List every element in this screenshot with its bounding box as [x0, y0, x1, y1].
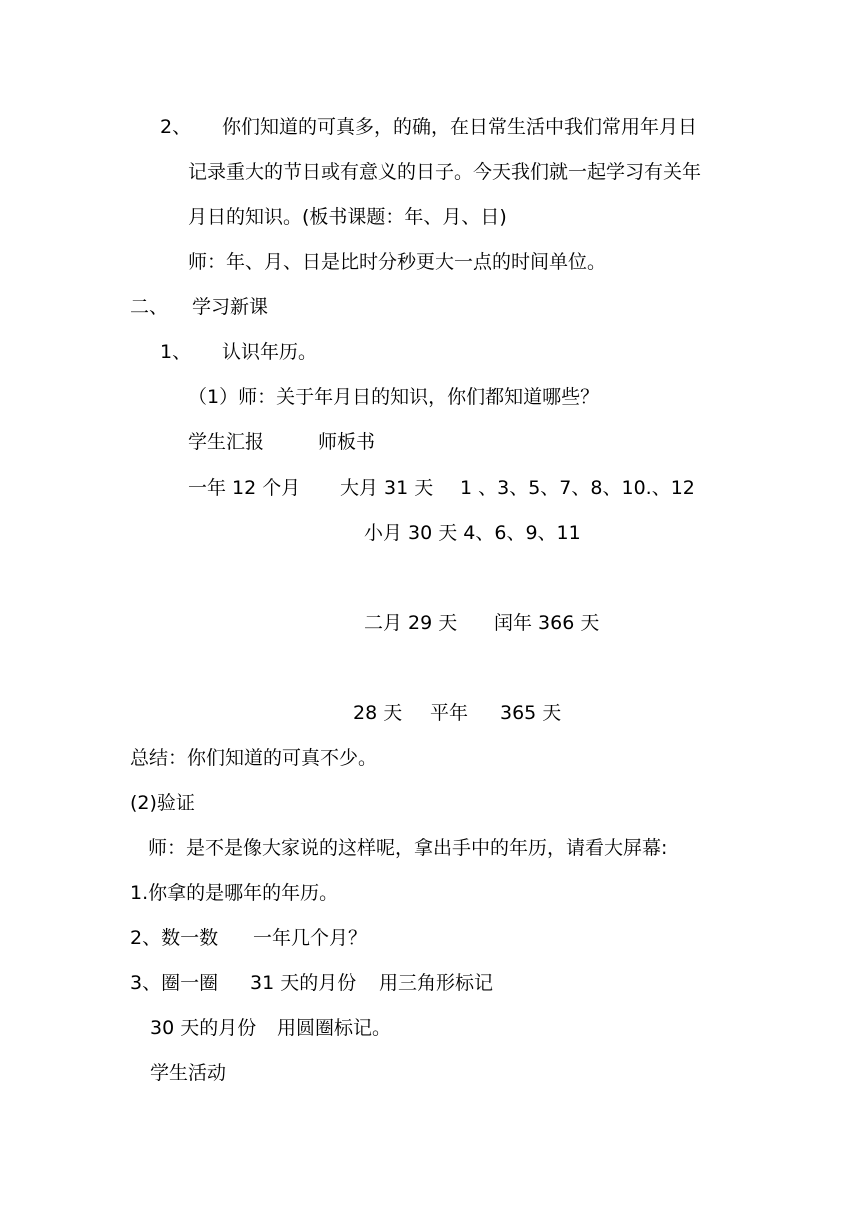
item-2-line-2: 记录重大的节日或有意义的日子。今天我们就一起学习有关年: [188, 161, 702, 183]
small-month: 小月 30 天 4、6、9、11: [364, 522, 581, 544]
verify-teacher: 师：是不是像大家说的这样呢，拿出手中的年历，请看大屏幕:: [148, 837, 668, 859]
year-months: 一年 12 个月: [188, 477, 301, 499]
task-2-text: 一年几个月？: [253, 927, 368, 949]
section-two-number: 二、: [130, 296, 169, 318]
summary: 总结：你们知道的可真不少。: [130, 747, 378, 769]
item-1-number: 1、: [160, 341, 192, 363]
big-month-list: 1 、3、5、7、8、10.、12: [460, 477, 695, 499]
teacher-board-label: 师板书: [318, 431, 376, 453]
common-year-days: 365 天: [500, 702, 562, 724]
task-1: 1.你拿的是哪年的年历。: [130, 882, 339, 904]
item-1-title: 认识年历。: [222, 341, 318, 363]
item-2-line-3: 月日的知识。(板书课题：年、月、日): [188, 206, 507, 228]
task-3-31-days: 31 天的月份: [250, 972, 357, 994]
february-28: 28 天: [353, 702, 403, 724]
task-2-label: 2、数一数: [130, 927, 219, 949]
section-two-title: 学习新课: [192, 296, 269, 318]
item-2-line-1: 你们知道的可真多，的确，在日常生活中我们常用年月日: [222, 116, 698, 138]
task-3-triangle: 用三角形标记: [379, 972, 494, 994]
common-year-label: 平年: [430, 702, 469, 724]
big-month: 大月 31 天: [340, 477, 434, 499]
item-2-number: 2、: [160, 116, 192, 138]
task-3-30-days: 30 天的月份: [150, 1017, 257, 1039]
question-1: （1）师：关于年月日的知识，你们都知道哪些？: [188, 386, 600, 408]
task-3-circle: 用圆圈标记。: [277, 1017, 392, 1039]
students-report-label: 学生汇报: [188, 431, 265, 453]
february-29: 二月 29 天: [364, 612, 458, 634]
student-activity: 学生活动: [150, 1062, 227, 1084]
leap-year: 闰年 366 天: [494, 612, 600, 634]
teacher-note: 师：年、月、日是比时分秒更大一点的时间单位。: [188, 251, 607, 273]
task-3-label: 3、圈一圈: [130, 972, 219, 994]
verify-heading: (2)验证: [130, 792, 195, 814]
